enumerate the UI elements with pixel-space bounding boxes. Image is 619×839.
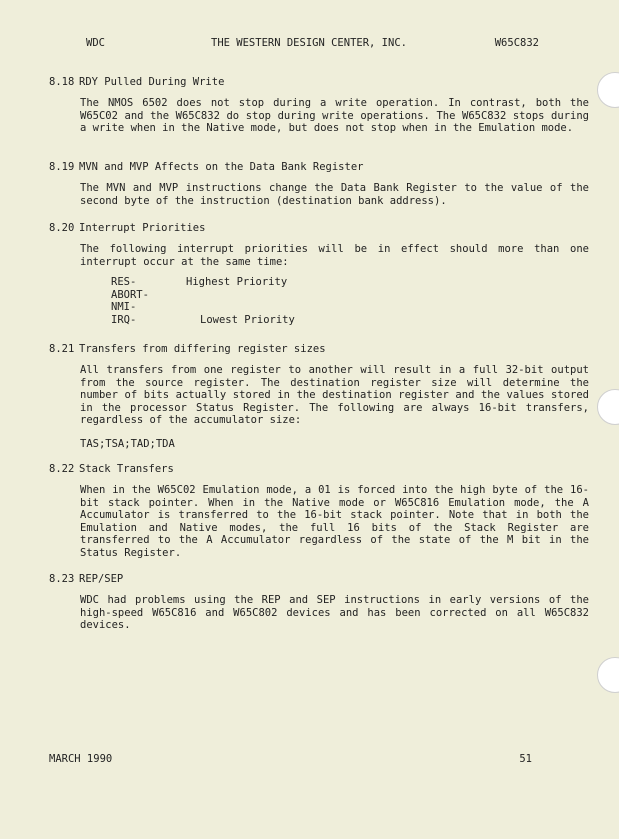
section-heading — [49, 463, 589, 476]
section-heading — [49, 222, 589, 235]
section-number: 8.19 — [49, 161, 75, 173]
interrupt-signal: ABORT- — [111, 288, 149, 301]
section-title: Stack Transfers — [79, 463, 174, 475]
priority-row — [111, 289, 589, 302]
section-title: RDY Pulled During Write — [79, 76, 225, 88]
page-number: 51 — [519, 753, 532, 765]
section-8-20 — [49, 222, 589, 326]
section-number: 8.23 — [49, 573, 75, 585]
section-8-22 — [49, 463, 589, 559]
section-8-19 — [49, 161, 589, 207]
interrupt-signal: RES- — [111, 276, 137, 288]
section-heading — [49, 161, 589, 174]
section-8-18 — [49, 76, 589, 135]
header-part-number: W65C832 — [494, 37, 539, 49]
transfer-instruction-list: TAS;TSA;TAD;TDA — [80, 437, 175, 450]
section-8-23 — [49, 573, 589, 632]
section-number: 8.20 — [49, 222, 75, 234]
section-number: 8.22 — [49, 463, 75, 475]
section-paragraph: The following interrupt priorities will be in effect should more than one interrupt occur at the same time: — [80, 243, 589, 268]
page-header — [86, 37, 539, 51]
header-company-name: THE WESTERN DESIGN CENTER, INC. — [211, 37, 407, 49]
section-number: 8.21 — [49, 343, 75, 355]
section-paragraph: The NMOS 6502 does not stop during a write operation. In contrast, both the W65C02 and the W65C832 do stop during write operations. The W65C832 stops during a write when in the Native mode, but does not stop when in the Emulation mode. — [80, 97, 589, 134]
priority-row — [111, 276, 589, 289]
header-company-abbr: WDC — [86, 37, 105, 49]
section-paragraph: WDC had problems using the REP and SEP instructions in early versions of the high-speed W65C816 and W65C802 devices and has been corrected on all W65C832 devices. — [80, 594, 589, 631]
section-8-21 — [49, 343, 589, 450]
section-paragraph: The MVN and MVP instructions change the Data Bank Register to the value of the second byte of the instruction (destination bank address). — [80, 182, 589, 207]
interrupt-signal: NMI- — [111, 301, 137, 313]
priority-level: Lowest Priority — [200, 313, 295, 326]
section-title: REP/SEP — [79, 573, 124, 585]
priority-row — [111, 301, 589, 314]
section-paragraph: All transfers from one register to another will result in a full 32-bit output from the source register. The destination register size will determine the number of bits actually stored in the destination register and the values stored in the processor Status Register. The following are always 16-bit transfers, regardless of the accumulator size: — [80, 364, 589, 426]
footer-date: MARCH 1990 — [49, 753, 113, 765]
section-paragraph: When in the W65C02 Emulation mode, a 01 is forced into the high byte of the 16-bit stack pointer. When in the Native mode or W65C816 Emulation mode, the A Accumulator is transferred to the 16-bit stack pointer. Note that in both the Emulation and Native modes, the full 16 bits of the Stack Register are transferred to the A Accumulator regardless of the state of the M bit in the Status Register. — [80, 484, 589, 559]
punch-hole-middle — [597, 389, 619, 425]
priority-level: Highest Priority — [186, 276, 288, 288]
section-title: Transfers from differing register sizes — [79, 343, 326, 355]
section-heading — [49, 343, 589, 356]
section-heading — [49, 573, 589, 586]
priority-row — [111, 314, 589, 327]
section-heading — [49, 76, 589, 89]
punch-hole-bottom — [597, 657, 619, 693]
interrupt-priority-list — [111, 276, 589, 326]
interrupt-signal: IRQ- — [111, 313, 137, 326]
section-title: MVN and MVP Affects on the Data Bank Register — [79, 161, 364, 173]
section-title: Interrupt Priorities — [79, 222, 206, 234]
punch-hole-top — [597, 72, 619, 108]
section-number: 8.18 — [49, 76, 75, 88]
